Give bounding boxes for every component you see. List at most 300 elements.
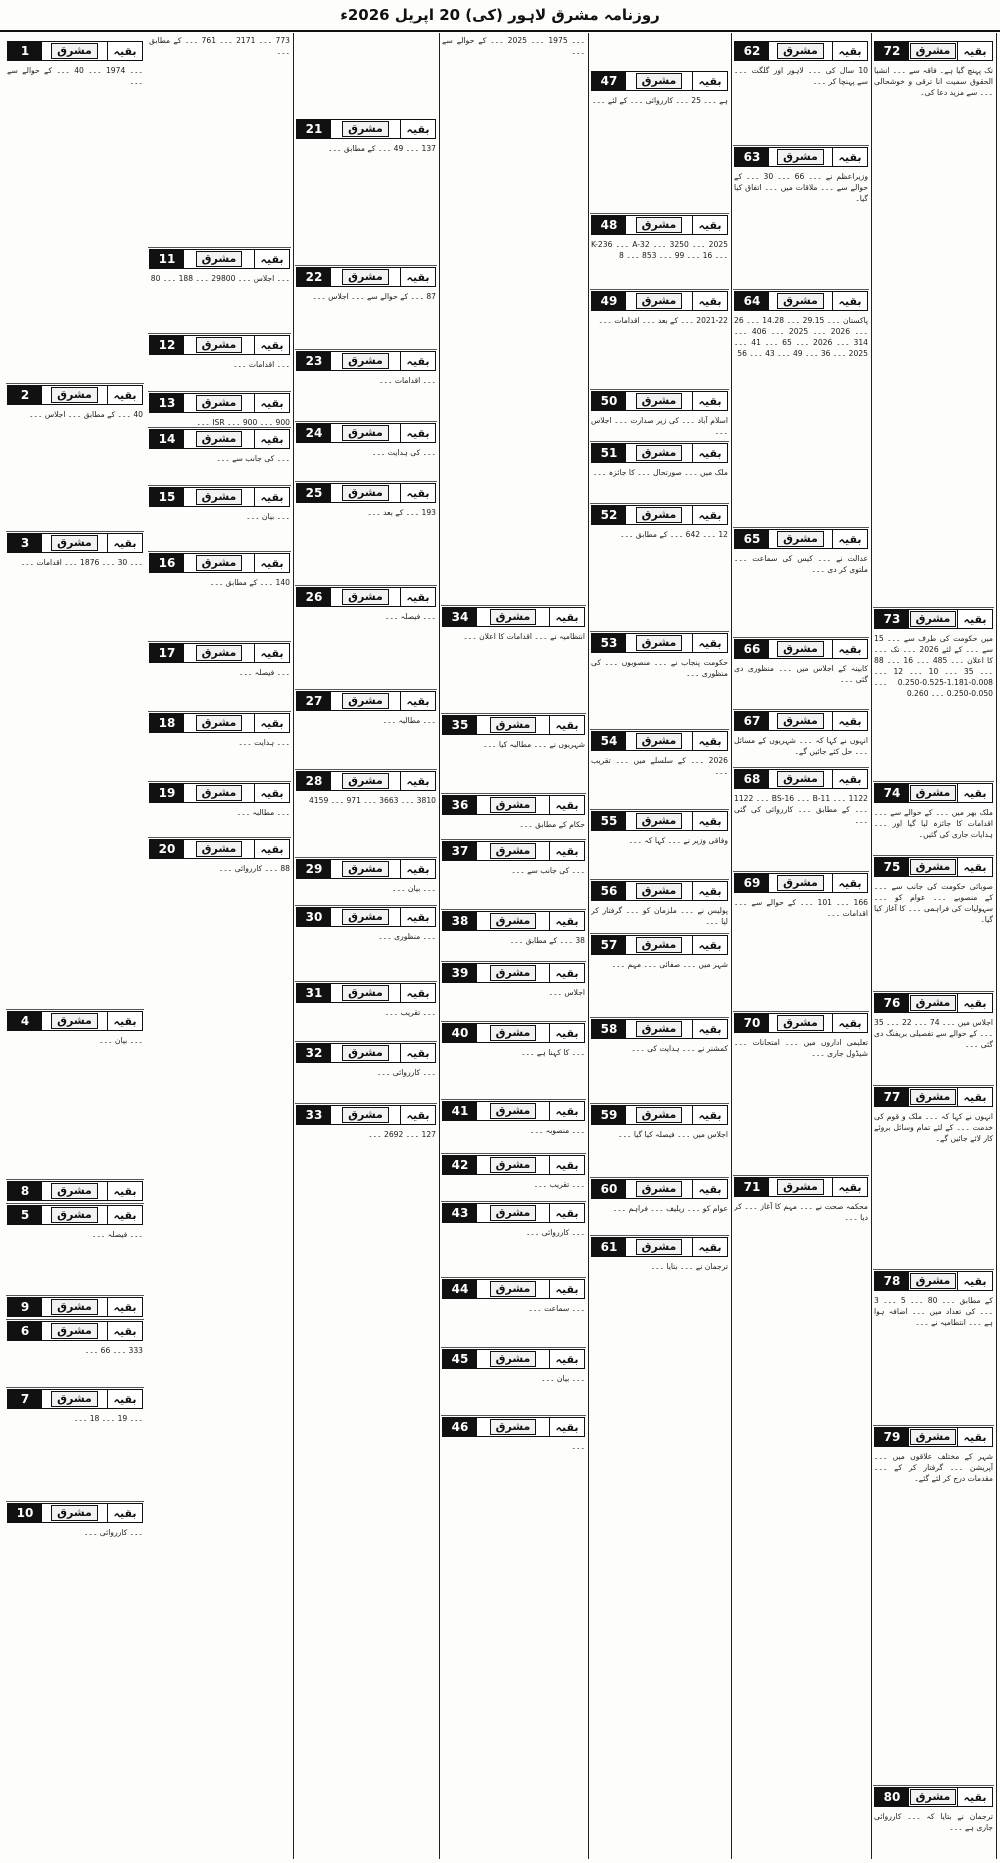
paper-logo bbox=[42, 1012, 107, 1030]
news-continuation-block bbox=[293, 769, 439, 857]
news-continuation-block bbox=[871, 607, 996, 781]
continuation-label: بقیہ bbox=[692, 1180, 727, 1198]
paper-logo bbox=[769, 874, 832, 892]
block-separator bbox=[148, 837, 291, 838]
paper-logo-text: مشرق bbox=[342, 693, 389, 709]
block-separator bbox=[6, 1501, 144, 1502]
continuation-header bbox=[7, 1011, 143, 1031]
news-continuation-block bbox=[871, 1085, 996, 1269]
continuation-text: ۔۔۔ کارروائی ۔۔۔ bbox=[525, 1228, 585, 1237]
continuation-text: ۔۔۔ 1974 ۔۔۔ 40 ۔۔۔ کے حوالے سے ۔۔۔ bbox=[7, 66, 143, 86]
continuation-header bbox=[874, 609, 993, 629]
continuation-text: ۔۔۔ اجلاس ۔۔۔ 29800 ۔۔۔ 188 ۔۔۔ 80 bbox=[150, 274, 290, 283]
block-separator bbox=[590, 213, 729, 214]
continuation-label: بقیہ bbox=[107, 1504, 142, 1522]
continuation-label: بقیہ bbox=[549, 842, 584, 860]
news-continuation-block bbox=[439, 1099, 588, 1153]
continuation-number: 55 bbox=[592, 812, 626, 830]
paper-logo bbox=[626, 1180, 692, 1198]
continuation-label: بقیہ bbox=[400, 588, 435, 606]
continuation-header bbox=[442, 1349, 585, 1369]
paper-logo-text: مشرق bbox=[342, 269, 389, 285]
block-separator bbox=[148, 711, 291, 712]
paper-logo-text: مشرق bbox=[777, 1179, 824, 1195]
continuation-text: تک پہنچ گیا ہے۔ فاقہ سے ۔۔۔ انشیا الحقوق سمیت انا ترقی و خوشحالی ۔۔۔ سے مزید دعا کی۔ bbox=[874, 66, 993, 97]
block-separator bbox=[148, 247, 291, 248]
continuation-number: 13 bbox=[150, 394, 184, 412]
paper-logo bbox=[42, 1504, 107, 1522]
continuation-text: ترجمان نے ۔۔۔ بتایا ۔۔۔ bbox=[650, 1262, 728, 1271]
block-separator bbox=[733, 1175, 869, 1176]
news-continuation-block bbox=[439, 605, 588, 713]
continuation-text: شہر کے مختلف علاقوں میں ۔۔۔ آپریشن ۔۔۔ گرفتار کر کے ۔۔۔ مقدمات درج کر لئے گئے۔ bbox=[874, 1452, 993, 1483]
block-separator bbox=[295, 769, 437, 770]
continuation-text: شہریوں نے ۔۔۔ مطالبہ کیا ۔۔۔ bbox=[483, 740, 585, 749]
continuation-header bbox=[149, 553, 290, 573]
continuation-header bbox=[7, 1181, 143, 1201]
continuation-text: ۔۔۔ بیان ۔۔۔ bbox=[541, 1374, 585, 1383]
continuation-label: بقیہ bbox=[832, 1178, 867, 1196]
block-separator bbox=[441, 1415, 586, 1416]
continuation-header bbox=[734, 1013, 868, 1033]
continuation-number: 32 bbox=[297, 1044, 331, 1062]
continuation-number: 71 bbox=[735, 1178, 769, 1196]
paper-logo-text: مشرق bbox=[777, 43, 824, 59]
continuation-text: پاکستان ۔۔۔ 29.15 ۔۔۔ 14.28 ۔۔۔ 26 ۔۔۔ 2026 ۔۔۔ 2025 ۔۔۔ 406 ۔۔۔ 314 ۔۔۔ 2026 ۔۔۔ 65 ۔۔۔ 41 ۔۔۔ 2025 ۔۔۔ 36 ۔۔۔ 49 ۔۔۔ 43 ۔۔۔ 56 bbox=[734, 316, 868, 358]
news-continuation-block bbox=[731, 527, 871, 637]
block-separator bbox=[148, 333, 291, 334]
paper-logo bbox=[477, 1418, 549, 1436]
continuation-number: 56 bbox=[592, 882, 626, 900]
continuation-number: 14 bbox=[150, 430, 184, 448]
news-continuation-block bbox=[871, 1425, 996, 1785]
news-continuation-block bbox=[871, 991, 996, 1085]
continuation-number: 74 bbox=[875, 784, 909, 802]
paper-logo-text: مشرق bbox=[490, 1205, 537, 1221]
news-continuation-block bbox=[588, 1017, 731, 1103]
continuation-text: 10 سال کی ۔۔۔ لاہور اور گلگت ۔۔۔ سے پہنچا کر ۔۔۔ bbox=[734, 66, 868, 86]
paper-logo bbox=[184, 430, 254, 448]
news-continuation-block bbox=[871, 781, 996, 855]
continuation-header bbox=[442, 1279, 585, 1299]
continuation-header bbox=[734, 41, 868, 61]
continuation-text: انہوں نے کہا کہ ۔۔۔ ملک و قوم کی خدمت ۔۔۔ کے لئے تمام وسائل بروئے کار لائے جائیں گے۔ bbox=[874, 1112, 993, 1143]
continuation-text: ۔۔۔ 19 ۔۔۔ 18 ۔۔۔ bbox=[73, 1414, 143, 1423]
news-continuation-block bbox=[293, 117, 439, 265]
continuation-text: ۔۔۔ فیصلہ ۔۔۔ bbox=[239, 668, 290, 677]
paper-logo-text: مشرق bbox=[196, 555, 243, 571]
continuation-text: ۔۔۔ بیان ۔۔۔ bbox=[246, 512, 290, 521]
continuation-label: بقیہ bbox=[400, 120, 435, 138]
news-continuation-block bbox=[439, 33, 588, 605]
paper-logo-text: مشرق bbox=[910, 1273, 957, 1289]
continuation-header bbox=[874, 1427, 993, 1447]
continuation-text: 137 ۔۔۔ 49 ۔۔۔ کے مطابق ۔۔۔ bbox=[328, 144, 436, 153]
continuation-text: 38 ۔۔۔ کے مطابق ۔۔۔ bbox=[509, 936, 585, 945]
paper-logo-text: مشرق bbox=[196, 251, 243, 267]
continuation-label: بقیہ bbox=[549, 964, 584, 982]
paper-logo-text: مشرق bbox=[196, 645, 243, 661]
news-continuation-block bbox=[146, 33, 293, 247]
continuation-text: شہر میں ۔۔۔ صفائی ۔۔۔ مہم ۔۔۔ bbox=[611, 960, 728, 969]
paper-logo bbox=[909, 1428, 957, 1446]
block-separator bbox=[733, 289, 869, 290]
block-separator bbox=[733, 637, 869, 638]
block-separator bbox=[295, 689, 437, 690]
paper-logo bbox=[909, 1088, 957, 1106]
paper-logo bbox=[626, 72, 692, 90]
continuation-label: بقیہ bbox=[400, 984, 435, 1002]
continuation-header bbox=[149, 839, 290, 859]
block-separator bbox=[873, 1085, 994, 1086]
paper-logo-text: مشرق bbox=[51, 387, 98, 403]
paper-logo bbox=[626, 732, 692, 750]
continuation-number: 27 bbox=[297, 692, 331, 710]
continuation-header bbox=[442, 607, 585, 627]
block-separator bbox=[6, 383, 144, 384]
continuation-label: بقیہ bbox=[400, 908, 435, 926]
block-separator bbox=[441, 909, 586, 910]
continuation-text: ۔۔۔ بیان ۔۔۔ bbox=[99, 1036, 143, 1045]
paper-logo-text: مشرق bbox=[636, 1021, 683, 1037]
paper-logo-text: مشرق bbox=[910, 611, 957, 627]
continuation-label: بقیہ bbox=[549, 1102, 584, 1120]
continuation-number: 1 bbox=[8, 42, 42, 60]
continuation-text: وزیراعظم نے ۔۔۔ 66 ۔۔۔ 30 ۔۔۔ کے حوالے سے ۔۔۔ ملاقات میں ۔۔۔ اتفاق کیا گیا۔ bbox=[734, 172, 868, 203]
continuation-header bbox=[591, 1237, 728, 1257]
continuation-header bbox=[7, 385, 143, 405]
paper-logo bbox=[42, 1298, 107, 1316]
paper-logo-text: مشرق bbox=[490, 1157, 537, 1173]
paper-logo bbox=[184, 336, 254, 354]
block-separator bbox=[441, 839, 586, 840]
paper-logo bbox=[184, 250, 254, 268]
continuation-header bbox=[874, 41, 993, 61]
paper-logo-text: مشرق bbox=[636, 733, 683, 749]
news-continuation-block bbox=[731, 767, 871, 871]
paper-logo-text: مشرق bbox=[51, 1299, 98, 1315]
block-separator bbox=[6, 1203, 144, 1204]
news-continuation-block bbox=[293, 349, 439, 421]
block-separator bbox=[590, 441, 729, 442]
paper-logo-text: مشرق bbox=[342, 121, 389, 137]
continuation-text: ۔۔۔ bbox=[571, 1442, 585, 1451]
continuation-number: 24 bbox=[297, 424, 331, 442]
continuation-text: تعلیمی اداروں میں ۔۔۔ امتحانات ۔۔۔ شیڈول جاری ۔۔۔ bbox=[734, 1038, 868, 1058]
continuation-number: 38 bbox=[443, 912, 477, 930]
continuation-header bbox=[296, 423, 436, 443]
continuation-label: بقیہ bbox=[692, 812, 727, 830]
continuation-header bbox=[296, 859, 436, 879]
paper-logo bbox=[331, 1106, 400, 1124]
continuation-header bbox=[734, 147, 868, 167]
continuation-text: ۔۔۔ مطالبہ ۔۔۔ bbox=[382, 716, 436, 725]
continuation-header bbox=[296, 483, 436, 503]
paper-logo bbox=[769, 1014, 832, 1032]
paper-logo bbox=[477, 1280, 549, 1298]
paper-logo-text: مشرق bbox=[636, 393, 683, 409]
paper-logo bbox=[626, 216, 692, 234]
continuation-text: ۔۔۔ تقریب ۔۔۔ bbox=[384, 1008, 436, 1017]
continuation-header bbox=[591, 291, 728, 311]
continuation-label: بقیہ bbox=[957, 1428, 992, 1446]
paper-logo-text: مشرق bbox=[636, 1107, 683, 1123]
block-separator bbox=[295, 981, 437, 982]
continuation-label: بقیہ bbox=[107, 1182, 142, 1200]
continuation-label: بقیہ bbox=[549, 1156, 584, 1174]
news-continuation-block bbox=[4, 39, 146, 383]
continuation-header bbox=[149, 487, 290, 507]
continuation-number: 59 bbox=[592, 1106, 626, 1124]
continuation-text: 3810 ۔۔۔ 3663 ۔۔۔ 971 ۔۔۔ 4159 bbox=[308, 796, 436, 805]
continuation-label: بقیہ bbox=[400, 352, 435, 370]
block-separator bbox=[295, 349, 437, 350]
continuation-label: بقیہ bbox=[107, 1012, 142, 1030]
block-separator bbox=[873, 607, 994, 608]
continuation-label: بقیہ bbox=[832, 148, 867, 166]
continuation-text: 193 ۔۔۔ کے بعد ۔۔۔ bbox=[367, 508, 436, 517]
continuation-text: 140 ۔۔۔ کے مطابق ۔۔۔ bbox=[210, 578, 290, 587]
paper-logo-text: مشرق bbox=[490, 1025, 537, 1041]
continuation-number: 7 bbox=[8, 1390, 42, 1408]
page-column bbox=[731, 33, 872, 1859]
continuation-header bbox=[296, 771, 436, 791]
news-continuation-block bbox=[439, 713, 588, 793]
continuation-label: بقیہ bbox=[107, 386, 142, 404]
block-separator bbox=[295, 857, 437, 858]
continuation-text: 2021-22 ۔۔۔ کے بعد ۔۔۔ اقدامات ۔۔۔ bbox=[598, 316, 728, 325]
continuation-label: بقیہ bbox=[400, 268, 435, 286]
block-separator bbox=[441, 1153, 586, 1154]
news-continuation-block bbox=[731, 637, 871, 709]
continuation-text: ۔۔۔ کا کہنا ہے ۔۔۔ bbox=[521, 1048, 585, 1057]
paper-logo bbox=[626, 634, 692, 652]
continuation-number: 72 bbox=[875, 42, 909, 60]
news-continuation-block bbox=[146, 641, 293, 711]
continuation-number: 17 bbox=[150, 644, 184, 662]
continuation-number: 5 bbox=[8, 1206, 42, 1224]
news-continuation-block bbox=[588, 69, 731, 213]
news-continuation-block bbox=[588, 631, 731, 729]
continuation-text: ۔۔۔ تقریب ۔۔۔ bbox=[533, 1180, 585, 1189]
continuation-label: بقیہ bbox=[692, 1106, 727, 1124]
news-continuation-block bbox=[588, 809, 731, 879]
continuation-label: بقیہ bbox=[692, 882, 727, 900]
continuation-text: ۔۔۔ فیصلہ ۔۔۔ bbox=[385, 612, 436, 621]
news-continuation-block bbox=[293, 905, 439, 981]
paper-logo-text: مشرق bbox=[51, 1183, 98, 1199]
continuation-label: بقیہ bbox=[254, 336, 289, 354]
continuation-label: بقیہ bbox=[692, 292, 727, 310]
news-continuation-block bbox=[588, 289, 731, 389]
continuation-text: انتظامیہ نے ۔۔۔ اقدامات کا اعلان ۔۔۔ bbox=[463, 632, 585, 641]
continuation-text: کمشنر نے ۔۔۔ ہدایت کی ۔۔۔ bbox=[631, 1044, 728, 1053]
continuation-number: 20 bbox=[150, 840, 184, 858]
continuation-number: 77 bbox=[875, 1088, 909, 1106]
paper-logo-text: مشرق bbox=[636, 883, 683, 899]
paper-logo bbox=[184, 488, 254, 506]
continuation-header bbox=[296, 267, 436, 287]
continuation-text: حکام کے مطابق ۔۔۔ bbox=[519, 820, 585, 829]
continuation-text: 12 ۔۔۔ 642 ۔۔۔ کے مطابق ۔۔۔ bbox=[620, 530, 728, 539]
paper-logo bbox=[42, 386, 107, 404]
continuation-number: 18 bbox=[150, 714, 184, 732]
news-continuation-block bbox=[4, 1295, 146, 1319]
news-continuation-block bbox=[439, 839, 588, 909]
news-continuation-block bbox=[146, 247, 293, 333]
continuation-header bbox=[591, 881, 728, 901]
masthead-text: روزنامہ مشرق لاہور (کی) 20 اپریل 2026ء bbox=[340, 6, 660, 24]
continuation-text: ۔۔۔ فیصلہ ۔۔۔ bbox=[92, 1230, 143, 1239]
continuation-header bbox=[7, 1321, 143, 1341]
paper-logo bbox=[626, 882, 692, 900]
block-separator bbox=[873, 991, 994, 992]
continuation-number: 68 bbox=[735, 770, 769, 788]
continuation-text: میں حکومت کی طرف سے ۔۔۔ 15 سے ۔۔۔ کے لئے 2026 ۔۔۔ تک ۔۔۔ کا اعلان ۔۔۔ 485 ۔۔۔ 16 ۔۔۔ 88 ۔۔۔ 35 ۔۔۔ 10 ۔۔۔ 12 ۔۔۔ 0.008-1.181-0.525-0.250 ۔۔۔ 0.050-0.250 ۔۔۔ 0.260 bbox=[874, 634, 993, 698]
continuation-number: 62 bbox=[735, 42, 769, 60]
news-continuation-block bbox=[4, 383, 146, 531]
continuation-text: 2026 ۔۔۔ کے سلسلے میں ۔۔۔ تقریب ۔۔۔ bbox=[591, 756, 728, 776]
continuation-text: ۔۔۔ بیان ۔۔۔ bbox=[392, 884, 436, 893]
block-separator bbox=[148, 641, 291, 642]
continuation-label: بقیہ bbox=[400, 424, 435, 442]
continuation-text: کے مطابق ۔۔۔ 80 ۔۔۔ 5 ۔۔۔ 3 ۔۔۔ کی تعداد میں ۔۔۔ اضافہ ہوا ہے ۔۔۔ انتظامیہ نے ۔۔۔ bbox=[874, 1296, 993, 1327]
block-separator bbox=[295, 481, 437, 482]
paper-logo-text: مشرق bbox=[910, 785, 957, 801]
continuation-text: 88 ۔۔۔ کارروائی ۔۔۔ bbox=[218, 864, 290, 873]
paper-logo-text: مشرق bbox=[342, 425, 389, 441]
continuation-label: بقیہ bbox=[832, 712, 867, 730]
news-continuation-block bbox=[146, 391, 293, 427]
continuation-label: بقیہ bbox=[957, 1788, 992, 1806]
continuation-number: 21 bbox=[297, 120, 331, 138]
continuation-header bbox=[591, 1019, 728, 1039]
continuation-label: بقیہ bbox=[832, 42, 867, 60]
paper-logo bbox=[42, 42, 107, 60]
paper-logo-text: مشرق bbox=[490, 1419, 537, 1435]
block-separator bbox=[873, 781, 994, 782]
paper-logo-text: مشرق bbox=[777, 293, 824, 309]
continuation-header bbox=[149, 713, 290, 733]
block-separator bbox=[148, 551, 291, 552]
paper-logo bbox=[184, 394, 254, 412]
continuation-text: ۔۔۔ اقدامات ۔۔۔ bbox=[379, 376, 436, 385]
news-continuation-block bbox=[146, 485, 293, 551]
news-continuation-block bbox=[439, 793, 588, 839]
continuation-text: ملک میں ۔۔۔ صورتحال ۔۔۔ کا جائزہ ۔۔۔ bbox=[592, 468, 728, 477]
continuation-label: بقیہ bbox=[400, 692, 435, 710]
block-separator bbox=[295, 585, 437, 586]
block-separator bbox=[733, 767, 869, 768]
news-continuation-block bbox=[439, 1021, 588, 1099]
continuation-label: بقیہ bbox=[254, 840, 289, 858]
block-separator bbox=[441, 605, 586, 606]
continuation-number: 39 bbox=[443, 964, 477, 982]
continuation-label: بقیہ bbox=[692, 444, 727, 462]
continuation-label: بقیہ bbox=[549, 608, 584, 626]
continuation-header bbox=[296, 587, 436, 607]
continuation-header bbox=[442, 715, 585, 735]
news-continuation-block bbox=[871, 1785, 996, 1859]
continuation-header bbox=[874, 1271, 993, 1291]
continuation-label: بقیہ bbox=[254, 488, 289, 506]
continuation-number: 30 bbox=[297, 908, 331, 926]
continuation-label: بقیہ bbox=[254, 714, 289, 732]
news-continuation-block bbox=[293, 265, 439, 349]
news-continuation-block bbox=[4, 1387, 146, 1501]
continuation-header bbox=[149, 429, 290, 449]
continuation-header bbox=[591, 633, 728, 653]
continuation-label: بقیہ bbox=[692, 936, 727, 954]
continuation-text: ۔۔۔ کی ہدایت ۔۔۔ bbox=[372, 448, 436, 457]
paper-logo-text: مشرق bbox=[51, 1391, 98, 1407]
paper-logo-text: مشرق bbox=[51, 1207, 98, 1223]
continuation-label: بقیہ bbox=[400, 1106, 435, 1124]
news-continuation-block bbox=[146, 781, 293, 837]
paper-logo bbox=[42, 1322, 107, 1340]
continuation-label: بقیہ bbox=[832, 530, 867, 548]
news-continuation-block bbox=[588, 933, 731, 1017]
continuation-text: کابینہ کے اجلاس میں ۔۔۔ منظوری دی گئی ۔۔۔ bbox=[734, 664, 868, 684]
news-continuation-block bbox=[731, 709, 871, 767]
continuation-number: 49 bbox=[592, 292, 626, 310]
continuation-label: بقیہ bbox=[254, 250, 289, 268]
paper-logo-text: مشرق bbox=[196, 337, 243, 353]
continuation-header bbox=[296, 983, 436, 1003]
block-separator bbox=[148, 427, 291, 428]
continuation-label: بقیہ bbox=[549, 1024, 584, 1042]
continuation-number: 48 bbox=[592, 216, 626, 234]
continuation-text: 900 ۔۔۔ 900 ۔۔۔ ISR ۔۔۔ bbox=[196, 418, 290, 427]
news-continuation-block bbox=[588, 389, 731, 441]
continuation-header bbox=[149, 393, 290, 413]
continuation-number: 70 bbox=[735, 1014, 769, 1032]
news-continuation-block bbox=[439, 1153, 588, 1201]
news-continuation-block bbox=[4, 1203, 146, 1295]
continuation-number: 73 bbox=[875, 610, 909, 628]
paper-logo-text: مشرق bbox=[636, 445, 683, 461]
paper-logo-text: مشرق bbox=[490, 1351, 537, 1367]
news-continuation-block bbox=[439, 1201, 588, 1277]
news-continuation-block bbox=[293, 585, 439, 689]
continuation-header bbox=[296, 119, 436, 139]
paper-logo bbox=[626, 1106, 692, 1124]
continuation-header bbox=[442, 1155, 585, 1175]
paper-logo-text: مشرق bbox=[490, 965, 537, 981]
paper-logo bbox=[42, 534, 107, 552]
block-separator bbox=[590, 289, 729, 290]
continuation-number: 65 bbox=[735, 530, 769, 548]
paper-logo bbox=[769, 712, 832, 730]
continuation-text: 333 ۔۔۔ 66 ۔۔۔ bbox=[84, 1346, 143, 1355]
continuation-header bbox=[591, 505, 728, 525]
block-separator bbox=[873, 855, 994, 856]
continuation-number: 41 bbox=[443, 1102, 477, 1120]
continuation-number: 26 bbox=[297, 588, 331, 606]
paper-logo bbox=[909, 610, 957, 628]
paper-logo bbox=[477, 716, 549, 734]
continuation-header bbox=[591, 935, 728, 955]
paper-logo-text: مشرق bbox=[910, 995, 957, 1011]
paper-logo bbox=[331, 120, 400, 138]
block-separator bbox=[441, 713, 586, 714]
block-separator bbox=[295, 1103, 437, 1104]
continuation-number: 52 bbox=[592, 506, 626, 524]
paper-logo-text: مشرق bbox=[490, 913, 537, 929]
block-separator bbox=[6, 1319, 144, 1320]
block-separator bbox=[441, 1099, 586, 1100]
continuation-number: 8 bbox=[8, 1182, 42, 1200]
